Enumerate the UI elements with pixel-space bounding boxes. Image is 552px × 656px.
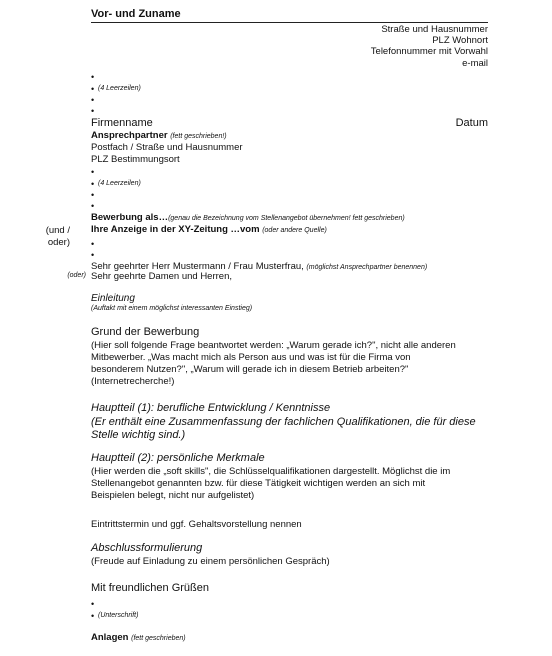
or-label: (oder) xyxy=(67,272,86,279)
subject-line-2 xyxy=(91,224,327,236)
blank-line-bullet xyxy=(91,168,94,177)
closing-text: (Freude auf Einladung zu einem persönlichen Gespräch) xyxy=(91,556,330,567)
reason-line: Mitbewerber. „Was macht mich als Person aus und was ist für die Firma von xyxy=(91,352,411,363)
date: Datum xyxy=(455,117,488,129)
blank-lines-note: (4 Leerzeilen) xyxy=(98,85,141,92)
alt-label-line1: (und / xyxy=(45,225,70,236)
attachments-line xyxy=(91,632,186,644)
blank-line-bullet xyxy=(91,85,94,94)
blank-line-bullet xyxy=(91,600,94,609)
blank-line-bullet xyxy=(91,251,94,260)
entry-text: Eintrittstermin und ggf. Gehaltsvorstellung nennen xyxy=(91,519,302,530)
alt-label-line2: oder) xyxy=(47,237,70,248)
recipient-street: Postfach / Straße und Hausnummer xyxy=(91,142,243,153)
sender-city: PLZ Wohnort xyxy=(432,35,488,46)
sender-phone: Telefonnummer mit Vorwahl xyxy=(370,46,488,57)
sender-street: Straße und Hausnummer xyxy=(381,24,488,35)
main2-line: Beispielen belegt, nicht nur aufgelistet) xyxy=(91,490,255,501)
salutation-named: Sehr geehrter Herr Mustermann / Frau Musterfrau, xyxy=(91,261,304,272)
attachments-note: (fett geschrieben) xyxy=(131,635,186,642)
salutation-note: (möglichst Ansprechpartner benennen) xyxy=(306,264,428,271)
subject-source-note: (oder andere Quelle) xyxy=(262,227,327,234)
intro-heading: Einleitung xyxy=(91,293,135,304)
reason-line: (Internetrecherche!) xyxy=(91,376,175,387)
main1-line: Stelle wichtig sind.) xyxy=(91,429,186,441)
contact-person xyxy=(91,130,227,142)
contact-person-label: Ansprechpartner xyxy=(91,130,168,141)
main2-line: Stellenangebot genannten bzw. für diese Tätigkeit wichtigen werden an sich mit xyxy=(91,478,426,489)
sender-email: e-mail xyxy=(462,58,488,69)
subject-line-1 xyxy=(91,212,405,224)
recipient-city: PLZ Bestimmungsort xyxy=(91,154,180,165)
main1-line: (Er enthält eine Zusammenfassung der fachlichen Qualifikationen, die für diese xyxy=(91,416,476,428)
company-name: Firmenname xyxy=(91,117,153,129)
reason-line: (Hier soll folgende Frage beantwortet werden: „Warum gerade ich?", nicht alle anderen xyxy=(91,340,456,351)
closing-heading: Abschlussformulierung xyxy=(91,542,203,554)
salutation-generic: Sehr geehrte Damen und Herren, xyxy=(91,271,232,282)
blank-line-bullet xyxy=(91,96,94,105)
signature-note: (Unterschrift) xyxy=(98,612,139,619)
blank-line-bullet xyxy=(91,180,94,189)
reason-line: besonderem Nutzen?", „Warum will gerade ich in diesem Betrieb arbeiten?" xyxy=(91,364,409,375)
blank-line-bullet xyxy=(91,73,94,82)
intro-note: (Auftakt mit einem möglichst interessanten Einstieg) xyxy=(91,305,253,312)
main2-line: (Hier werden die „soft skills", die Schlüsselqualifikationen dargestellt. Möglichst die im xyxy=(91,466,451,477)
blank-line-bullet xyxy=(91,240,94,249)
sender-name: Vor- und Zuname xyxy=(91,8,181,20)
main1-heading: Hauptteil (1): berufliche Entwicklung / Kenntnisse xyxy=(91,402,331,414)
greeting: Mit freundlichen Grüßen xyxy=(91,582,209,594)
blank-line-bullet xyxy=(91,191,94,200)
subject-application: Bewerbung als… xyxy=(91,212,169,223)
header-rule xyxy=(91,22,488,23)
blank-line-bullet xyxy=(91,612,94,621)
blank-line-bullet xyxy=(91,202,94,211)
subject-ad-reference: Ihre Anzeige in der XY-Zeitung …vom xyxy=(91,224,260,235)
blank-line-bullet xyxy=(91,107,94,116)
contact-note: (fett geschrieben!) xyxy=(170,133,227,140)
main2-heading: Hauptteil (2): persönliche Merkmale xyxy=(91,452,265,464)
blank-lines-note: (4 Leerzeilen) xyxy=(98,180,141,187)
reason-heading: Grund der Bewerbung xyxy=(91,326,200,338)
attachments-label: Anlagen xyxy=(91,632,129,643)
subject-note: (genau die Bezeichnung vom Stellenangebot übernehmen! fett geschrieben) xyxy=(168,215,405,222)
